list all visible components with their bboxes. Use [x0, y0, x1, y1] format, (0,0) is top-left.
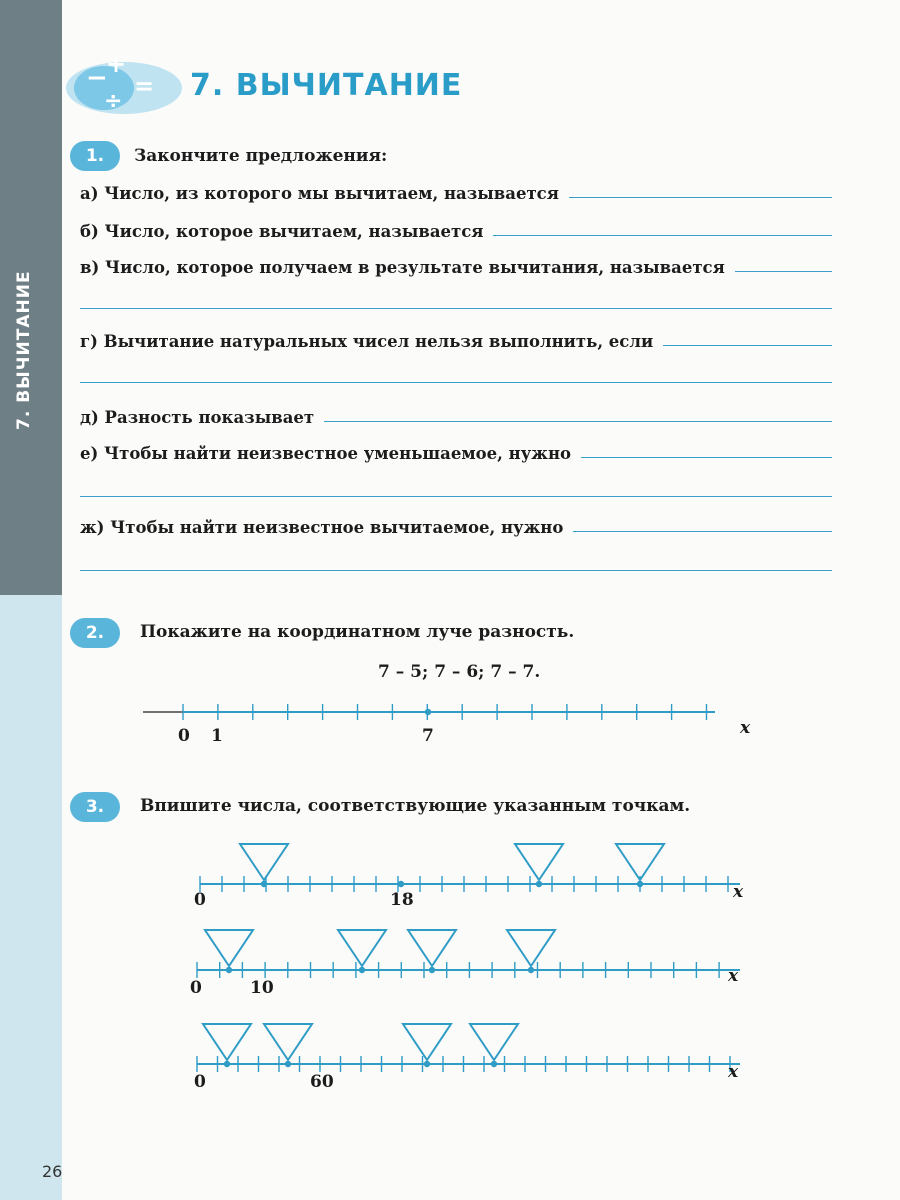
- svg-text:+: +: [106, 50, 127, 78]
- task-1-badge: 1.: [70, 141, 120, 171]
- ray-2-point: [425, 709, 431, 715]
- ray-3a-answer-triangle: [240, 844, 288, 880]
- ray-3c-answer-triangle: [203, 1024, 251, 1060]
- ray-2-label-0: 0: [178, 726, 190, 746]
- task-2-expression: 7 – 5; 7 – 6; 7 – 7.: [378, 662, 541, 682]
- sidebar-chapter-label: 7. ВЫЧИТАНИЕ: [14, 270, 34, 430]
- ray-3b-label-0: 0: [190, 978, 202, 998]
- ray-3c-answer-triangle: [470, 1024, 518, 1060]
- task-2-prompt: Покажите на координатном луче разность.: [140, 622, 575, 642]
- item-f-text: е) Чтобы найти неизвестное уменьшаемое, нужно: [80, 444, 572, 463]
- item-g-text: ж) Чтобы найти неизвестное вычитаемое, нужно: [80, 518, 564, 537]
- ray-2-axis-var: x: [740, 718, 751, 738]
- task-3-prompt: Впишите числа, соответствующие указанным точкам.: [140, 796, 691, 816]
- ray-3b-answer-triangle: [408, 930, 456, 966]
- ray-3a-answer-triangle: [515, 844, 563, 880]
- item-b-text: б) Число, которое вычитаем, называется: [80, 222, 484, 241]
- item-e-text: д) Разность показывает: [80, 408, 315, 427]
- ray-3c-answer-triangle: [264, 1024, 312, 1060]
- task-2-badge: 2.: [70, 618, 120, 648]
- ray-3c-axis-var: x: [728, 1062, 739, 1082]
- ray-2-label-1: 1: [211, 726, 223, 746]
- ray-3a-label-0: 0: [194, 890, 206, 910]
- task-1-prompt: Закончите предложения:: [134, 146, 388, 166]
- ray-3b-answer-triangle: [507, 930, 555, 966]
- ray-3a-label-18: 18: [390, 890, 414, 910]
- ray-3c-label-0: 0: [194, 1072, 206, 1092]
- svg-text:÷: ÷: [104, 89, 123, 114]
- svg-text:=: =: [134, 72, 155, 100]
- page-number: 26: [42, 1162, 63, 1181]
- ray-3a-answer-triangle: [616, 844, 664, 880]
- chapter-title: 7. ВЫЧИТАНИЕ: [190, 68, 463, 103]
- ray-3b-answer-triangle: [338, 930, 386, 966]
- ray-3a-point: [398, 881, 404, 887]
- ray-3b-axis-var: x: [728, 966, 739, 986]
- item-c-text: в) Число, которое получаем в результате вычитания, называется: [80, 258, 725, 277]
- task-3-badge: 3.: [70, 792, 120, 822]
- svg-text:−: −: [86, 63, 108, 93]
- ray-3a-axis-var: x: [733, 882, 744, 902]
- ray-3b-label-10: 10: [250, 978, 274, 998]
- ray-3c-label-60: 60: [310, 1072, 334, 1092]
- ray-2-label-7: 7: [422, 726, 434, 746]
- item-d-text: г) Вычитание натуральных чисел нельзя выполнить, если: [80, 332, 654, 351]
- ray-3b-answer-triangle: [205, 930, 253, 966]
- item-a-text: а) Число, из которого мы вычитаем, называется: [80, 184, 559, 203]
- ray-3c-answer-triangle: [403, 1024, 451, 1060]
